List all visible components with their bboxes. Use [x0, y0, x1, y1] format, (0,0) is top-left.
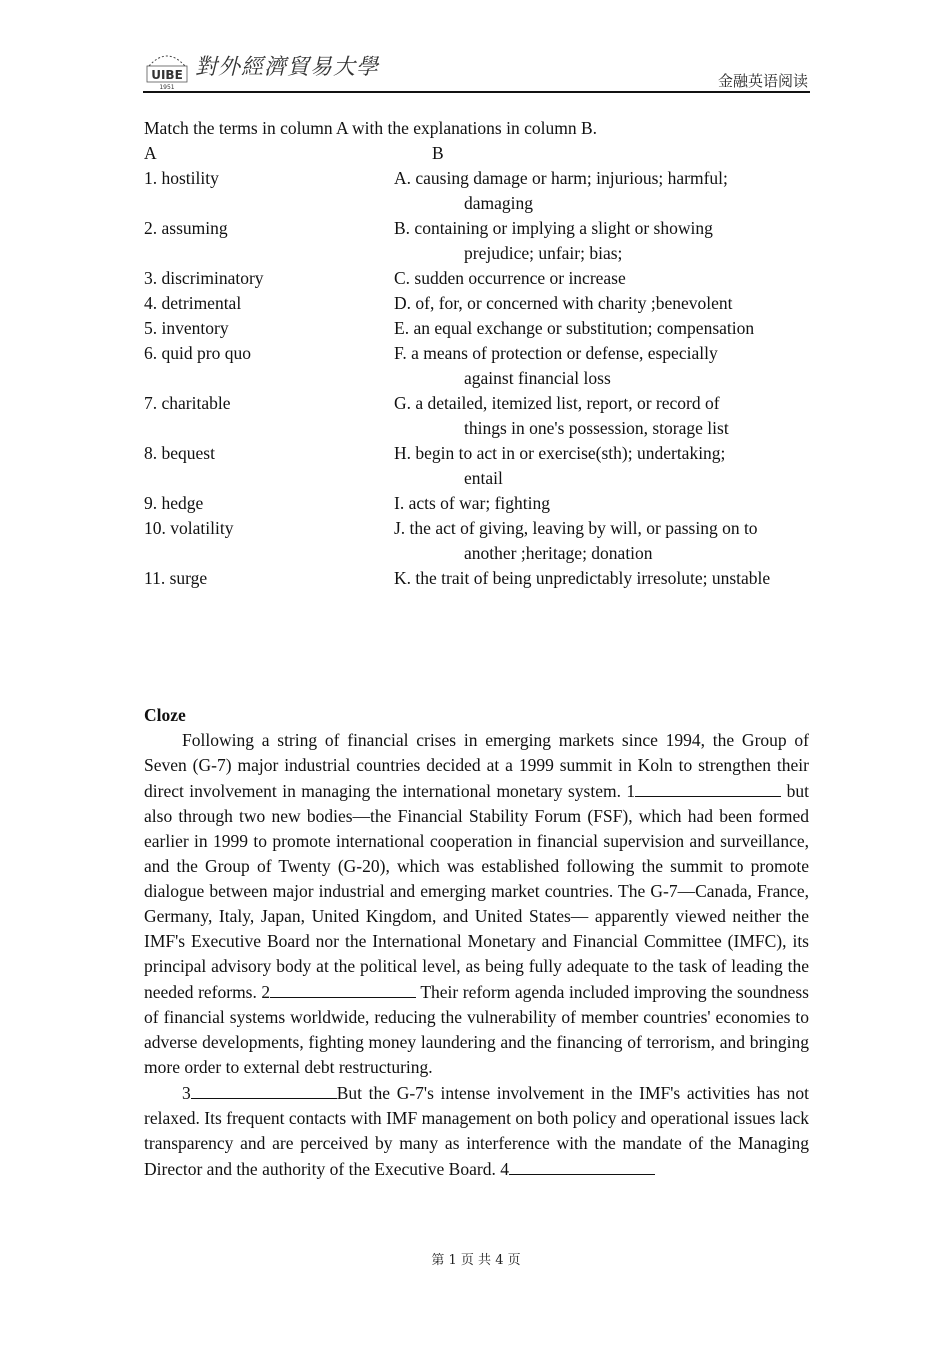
- cloze-blank-1[interactable]: [635, 778, 781, 797]
- cloze-paragraph-2: 3 But the G-7's intense involvement in the IMF's activities has not relaxed. Its frequent contacts with IMF management on both policy and operational issues lack transparency and are perceived by many as interference with the mandate of the Managing Director and the authority of the Executive Board. 4: [144, 1080, 809, 1182]
- term-text: 11. surge: [144, 568, 208, 588]
- column-b-header: B: [432, 143, 444, 163]
- cloze-paragraph-1: Following a string of financial crises in emerging markets since 1994, the Group of Seven (G-7) major industrial countries decided at a 1999 summit in Koln to strengthen their direct involvement in managing the international monetary system. 1 but also through two new bodies—the Financial Stability Forum (FSF), which had been formed earlier in 1999 to promote international cooperation in financial supervision and surveillance, and the Group of Twenty (G-20), which was established following the summit to promote dialogue between major industrial and emerging market countries. The G-7—Canada, France, Germany, Italy, Japan, United Kingdom, and United States— apparently viewed neither the IMF's Executive Board nor the International Monetary and Financial Committee (IMFC), its principal advisory body at the political level, as being fully adequate to the task of leading the needed reforms. 2 Their reform agenda included improving the soundness of financial systems worldwide, reducing the vulnerability of member countries' economies to adverse developments, fighting money laundering and the financing of terrorism, and bringing more order to external debt restructuring.: [144, 730, 809, 1077]
- term-text: 6. quid pro quo: [144, 343, 251, 363]
- term-text: 4. detrimental: [144, 293, 242, 313]
- matching-row: [144, 266, 809, 291]
- course-title: 金融英语阅读: [717, 72, 808, 90]
- explanation-text: C. sudden occurrence or increase: [394, 268, 626, 288]
- explanation-text: D. of, for, or concerned with charity ;benevolent: [394, 293, 733, 313]
- matching-row: [144, 316, 809, 341]
- blank-number-3: 3: [182, 1083, 191, 1103]
- cloze-blank-4[interactable]: [509, 1156, 655, 1175]
- matching-row: [144, 441, 809, 491]
- page-number-footer: 第 1 页 共 4 页: [431, 1253, 521, 1268]
- matching-column-headers: [144, 141, 809, 166]
- matching-row: [144, 566, 809, 591]
- matching-row: [144, 291, 809, 316]
- cloze-blank-3[interactable]: [191, 1080, 337, 1099]
- term-text: 1. hostility: [144, 168, 219, 188]
- explanation-text: J. the act of giving, leaving by will, or passing on to another ;heritage; donation: [394, 518, 758, 563]
- term-text: 10. volatility: [144, 518, 234, 538]
- cloze-blank-2[interactable]: [270, 979, 416, 998]
- explanation-text: B. containing or implying a slight or showing prejudice; unfair; bias;: [394, 218, 713, 263]
- term-text: 2. assuming: [144, 218, 228, 238]
- term-text: 5. inventory: [144, 318, 229, 338]
- explanation-text: G. a detailed, itemized list, report, or record of things in one's possession, storage list: [394, 393, 729, 438]
- matching-row: [144, 341, 809, 391]
- header-divider: [143, 91, 810, 93]
- term-text: 3. discriminatory: [144, 268, 264, 288]
- term-text: 8. bequest: [144, 443, 215, 463]
- explanation-text: E. an equal exchange or substitution; compensation: [394, 318, 755, 338]
- matching-list: [144, 166, 809, 591]
- svg-text:1951: 1951: [159, 84, 175, 90]
- term-text: 7. charitable: [144, 393, 231, 413]
- blank-number-1: 1: [626, 781, 636, 801]
- term-text: 9. hedge: [144, 493, 204, 513]
- explanation-text: K. the trait of being unpredictably irresolute; unstable: [394, 568, 771, 588]
- matching-row: [144, 491, 809, 516]
- matching-instruction: Match the terms in column A with the explanations in column B.: [144, 118, 597, 138]
- cloze-title: Cloze: [144, 705, 186, 725]
- blank-number-2: 2: [261, 982, 271, 1002]
- page-header: [143, 44, 810, 94]
- explanation-text: H. begin to act in or exercise(sth); undertaking; entail: [394, 443, 726, 488]
- svg-text:UIBE: UIBE: [151, 68, 183, 82]
- column-a-header: A: [144, 143, 157, 163]
- matching-row: [144, 216, 809, 266]
- matching-row: [144, 391, 809, 441]
- page-content: [144, 116, 809, 1182]
- blank-number-4: 4: [500, 1159, 509, 1179]
- explanation-text: A. causing damage or harm; injurious; harmful; damaging: [394, 168, 728, 213]
- matching-row: [144, 166, 809, 216]
- university-seal-logo: [143, 48, 191, 90]
- explanation-text: I. acts of war; fighting: [394, 493, 550, 513]
- matching-row: [144, 516, 809, 566]
- explanation-text: F. a means of protection or defense, especially against financial loss: [394, 343, 718, 388]
- university-name-calligraphy: 對外經濟貿易大學: [195, 55, 380, 80]
